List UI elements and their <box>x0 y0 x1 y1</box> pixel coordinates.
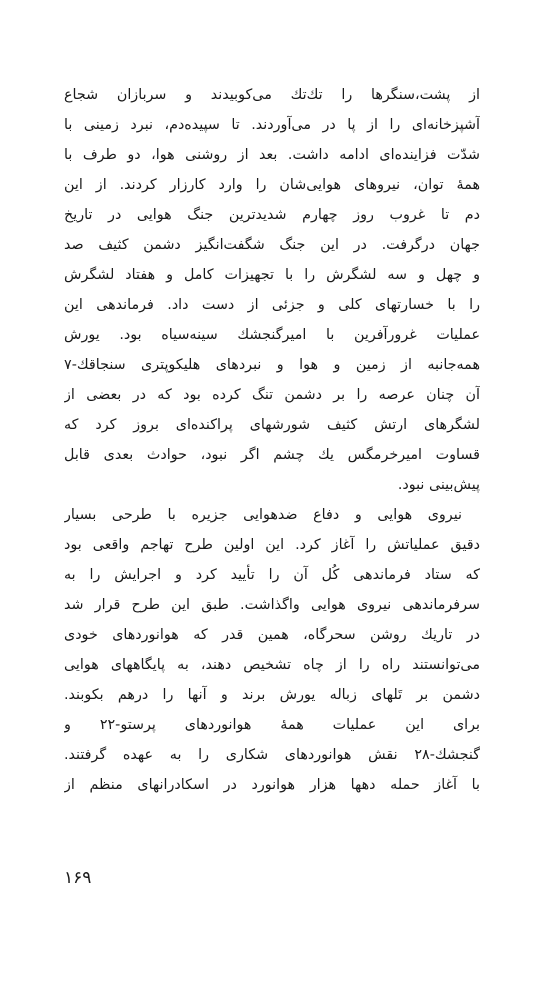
text-line: قساوت اميرخرمگس يك چشم اگر نبود، حوادث بعدی قابل <box>64 447 480 463</box>
text-line: همهٔ توان، نيروهای هوايی‌شان را وارد كارزار كردند. از اين <box>64 177 480 193</box>
text-line: با آغاز حمله دهها هزار هوانورد در اسكادرانهای منظم از <box>64 777 480 793</box>
text-line: و چهل و سه لشگرش را با تجهيزات كامل و هفتاد لشگرش <box>64 267 480 283</box>
text-line: همه‌جانبه از زمين و هوا و نبردهای هليكوپتری سنجاقك-۷ <box>64 357 480 373</box>
text-line: دم تا غروب روز چهارم شديدترين جنگ هوايی در تاريخ <box>64 207 480 223</box>
text-line: را با خسارتهای كلی و جزئی از دست داد. فرماندهی اين <box>64 297 480 313</box>
text-line: سرفرماندهی نيروی هوايی واگذاشت. طبق اين طرح قرار شد <box>64 597 480 613</box>
text-line: جهان درگرفت. در اين جنگ شگفت‌انگيز دشمن كثيف صد <box>64 237 480 253</box>
text-line: آشپزخانه‌ای را از پا در می‌آوردند. تا سپيده‌دم، نبرد زمينی با <box>64 117 480 133</box>
text-line: عمليات غرورآفرين با امير‌گنجشك سينه‌سياه بود. يورش <box>64 327 480 343</box>
paragraph-start-line: نيروی هوايی و دفاع ضدهوايی جزيره با طرحی بسيار <box>64 507 462 523</box>
text-line: از پشت،سنگرها را تك‌تك می‌كوبيدند و سربازان شجاع <box>64 87 480 103</box>
text-line: برای اين عمليات همهٔ هوانوردهای پرستو-۲۲ و <box>64 717 480 733</box>
text-line: دشمن بر تَلهای زباله يورش برند و آنها را درهم بكوبند. <box>64 687 480 703</box>
text-line: گنجشك-۲۸ نقش هوانوردهای شكاری را به عهده گرفتند. <box>64 747 480 763</box>
text-line: دقيق عملياتش را آغاز كرد. اين اولين طرح تهاجم واقعی بود <box>64 537 480 553</box>
text-line: آن چنان عرصه را بر دشمن تنگ كرده بود كه در بعضی از <box>64 387 480 403</box>
text-line: در تاريك روشن سحرگاه، همين قدر كه هوانوردهای خودی <box>64 627 480 643</box>
text-line: كه ستاد فرماندهی كُل آن را تأييد كرد و اجرايش را به <box>64 567 480 583</box>
text-line: شدّت فزاينده‌ای ادامه داشت. بعد از روشنی هوا، دو طرف با <box>64 147 480 163</box>
paragraph-end-line: پيش‌بينی نبود. <box>397 477 480 493</box>
text-line: لشگرهای ارتش كثيف شورشهای پراكنده‌ای بروز كرد كه <box>64 417 480 433</box>
text-line: می‌توانستند راه را از چاه تشخيص دهند، به پايگاههای هوايی <box>64 657 480 673</box>
page-number: ۱۶۹ <box>64 868 92 888</box>
body-text <box>64 80 480 800</box>
